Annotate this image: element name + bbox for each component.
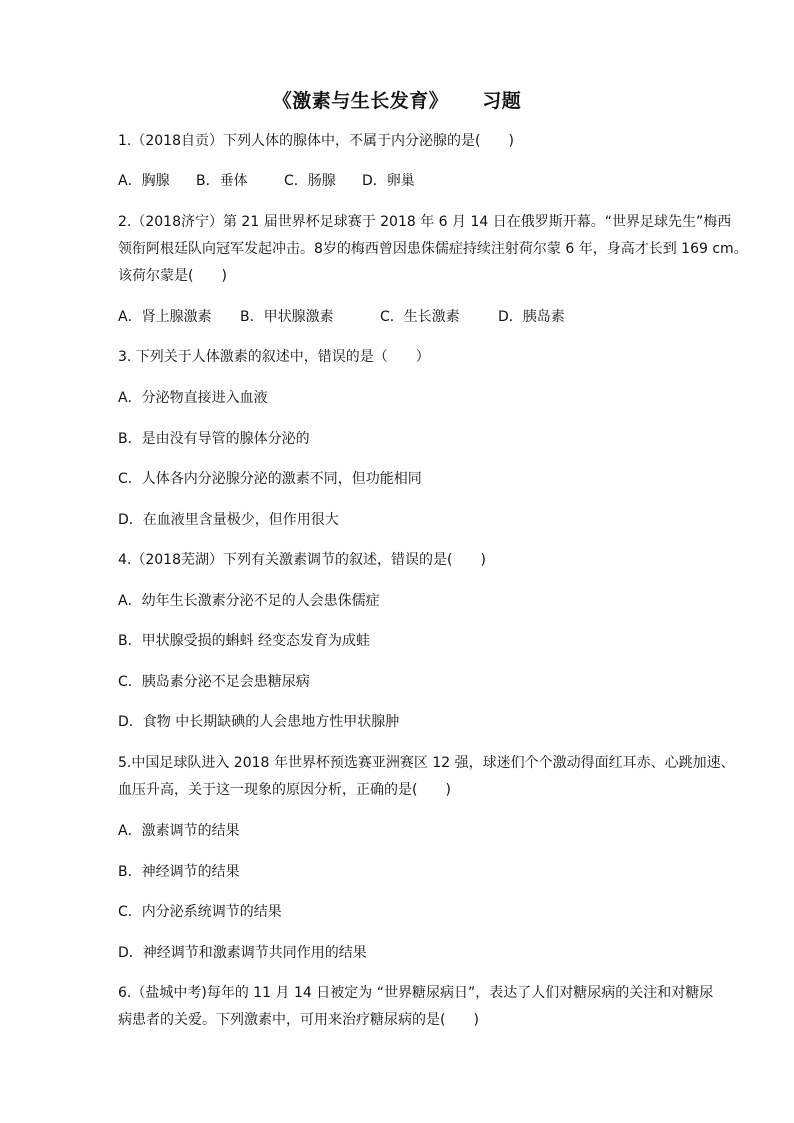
question-1-stem: 1.（2018自贡）下列人体的腺体中，不属于内分泌腺的是( ) [118,133,514,149]
q3-option-b: B．是由没有导管的腺体分泌的 [118,431,310,447]
q3-option-d: D．在血液里含量极少，但作用很大 [118,512,339,528]
q1-option-a: A．胸腺 [118,173,170,189]
q3-option-c: C．人体各内分泌腺分泌的激素不同，但功能相同 [118,471,422,487]
q4-option-b: B．甲状腺受损的蝌蚪 经变态发育为成蛙 [118,633,371,649]
q1-option-d: D．卵巢 [362,173,415,189]
title-suffix: 习题 [482,90,522,112]
q1-option-c: C．肠腺 [284,173,336,189]
question-5-stem-line-2: 血压升高，关于这一现象的原因分析，正确的是( ) [118,782,451,798]
q2-option-d: D．胰岛素 [498,309,565,325]
question-3-stem: 3. 下列关于人体激素的叙述中，错误的是（ ） [118,349,430,365]
question-5-stem-line-1: 5.中国足球队进入 2018 年世界杯预选赛亚洲赛区 12 强，球迷们个个激动得面红耳赤、心跳加速、 [118,755,735,771]
title-main: 《激素与生长发育》 [272,90,449,112]
q4-option-c: C．胰岛素分泌不足会患糖尿病 [118,674,310,690]
question-1-options [118,171,415,191]
q5-option-b: B．神经调节的结果 [118,864,240,880]
question-2-stem-line-2: 领衔阿根廷队向冠军发起冲击。8岁的梅西曾因患侏儒症持续注射荷尔蒙 6 年，身高才长到 169 cm。 [118,241,748,257]
q2-option-b: B．甲状腺激素 [240,309,334,325]
q5-option-d: D．神经调节和激素调节共同作用的结果 [118,945,367,961]
q2-option-a: A．肾上腺激素 [118,309,212,325]
question-2-stem-line-1: 2.（2018济宁）第 21 届世界杯足球赛于 2018 年 6 月 14 日在俄罗斯开幕。“世界足球先生”梅西 [118,214,732,230]
q2-option-c: C．生长激素 [380,309,460,325]
page-title [0,86,794,113]
question-4-stem: 4.（2018芜湖）下列有关激素调节的叙述，错误的是( ) [118,552,486,568]
q5-option-c: C．内分泌系统调节的结果 [118,904,282,920]
q5-option-a: A．激素调节的结果 [118,823,240,839]
question-2-stem-line-3: 该荷尔蒙是( ) [118,268,227,284]
q1-option-b: B．垂体 [196,173,248,189]
question-6-stem-line-2: 病患者的关爱。下列激素中，可用来治疗糖尿病的是( ) [118,1012,479,1028]
q4-option-a: A．幼年生长激素分泌不足的人会患侏儒症 [118,593,380,609]
q3-option-a: A．分泌物直接进入血液 [118,390,268,406]
q4-option-d: D．食物 中长期缺碘的人会患地方性甲状腺肿 [118,714,400,730]
question-2-options [118,307,565,327]
question-6-stem-line-1: 6.（盐城中考)每年的 11 月 14 日被定为 “世界糖尿病日”，表达了人们对糖尿病的关注和对糖尿 [118,985,714,1001]
